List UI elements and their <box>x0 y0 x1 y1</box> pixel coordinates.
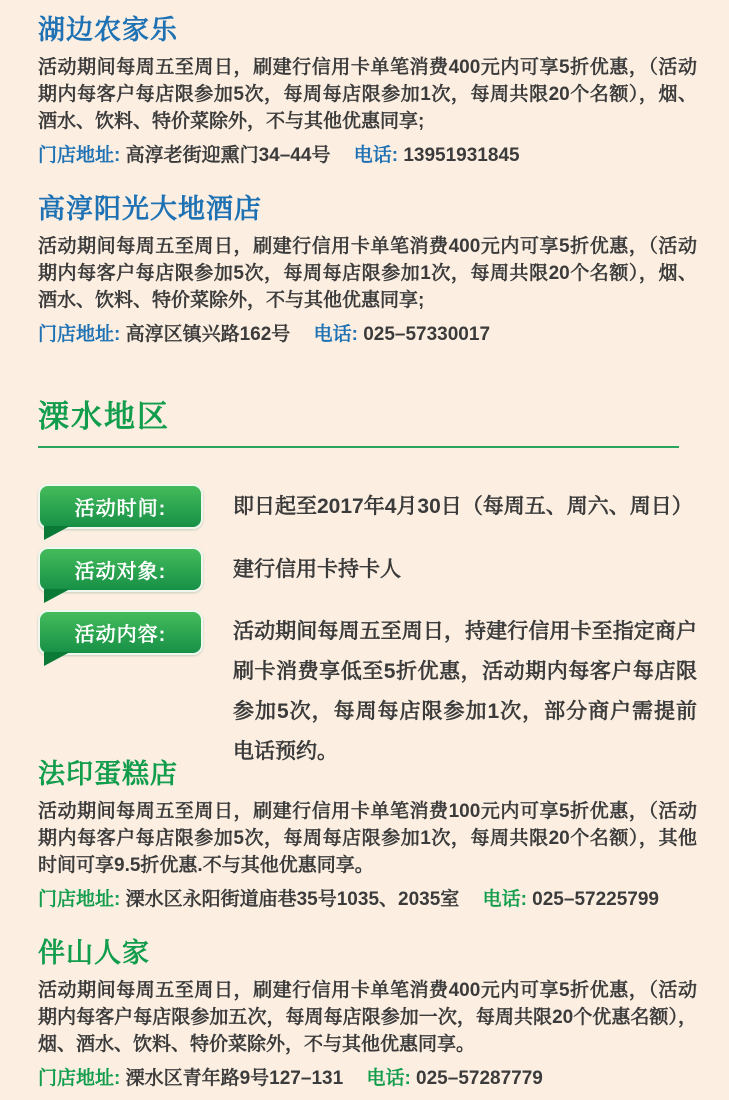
activity-target-row <box>38 547 697 592</box>
phone-value: 025–57225799 <box>532 889 659 910</box>
address-label: 门店地址: <box>38 889 121 910</box>
activity-target-ribbon <box>38 547 203 592</box>
merchant-description: 活动期间每周五至周日，刷建行信用卡单笔消费400元内可享5折优惠，（活动期内每客户每店限参加五次，每周每店限参加一次，每周共限20个优惠名额），烟、酒水、饮料、特价菜除外，不与其他优惠同享。 <box>38 980 697 1055</box>
address-label: 门店地址: <box>38 1068 121 1089</box>
activity-content-text: 活动期间每周五至周日，持建行信用卡至指定商户刷卡消费享低至5折优惠，活动期内每客户每店限参加5次，每周每店限参加1次，部分商户需提前电话预约。 <box>233 620 697 763</box>
merchant-contact-row <box>38 888 697 911</box>
merchant-section-fayin-bakery <box>38 758 697 911</box>
activity-time-ribbon <box>38 484 203 529</box>
activity-time-text: 即日起至2017年4月30日（每周五、周六、周日） <box>233 495 693 518</box>
ribbon-label: 活动内容: <box>74 624 167 646</box>
phone-value: 025–57287779 <box>416 1068 543 1089</box>
merchant-contact-row <box>38 1067 697 1090</box>
address-value: 溧水区永阳街道庙巷35号1035、2035室 <box>125 889 460 910</box>
activity-time-row <box>38 484 697 529</box>
merchant-section-hubian <box>38 14 697 167</box>
ribbon-fold-icon <box>44 526 70 540</box>
ribbon-fold-icon <box>44 589 70 603</box>
merchant-section-banshan <box>38 937 697 1090</box>
phone-label: 电话: <box>353 145 399 166</box>
merchant-name: 法印蛋糕店 <box>38 759 178 789</box>
address-label: 门店地址: <box>38 324 121 345</box>
merchant-description: 活动期间每周五至周日，刷建行信用卡单笔消费100元内可享5折优惠，（活动期内每客户每店限参加5次，每周每店限参加1次，每周共限20个名额），其他时间可享9.5折优惠.不与其他优惠同享。 <box>38 801 697 876</box>
address-value: 溧水区青年路9号127–131 <box>125 1068 344 1089</box>
activity-content-row <box>38 610 697 772</box>
region-divider-line <box>38 446 679 448</box>
ribbon-label: 活动对象: <box>74 561 167 583</box>
merchant-name: 湖边农家乐 <box>38 15 178 45</box>
activity-target-text: 建行信用卡持卡人 <box>233 558 401 581</box>
phone-label: 电话: <box>313 324 358 345</box>
ribbon-label: 活动时间: <box>74 498 167 520</box>
region-section-title: 溧水地区 <box>38 399 170 434</box>
ribbon-fold-icon <box>44 652 70 666</box>
merchant-section-gaochun-hotel <box>38 193 697 346</box>
merchant-name: 高淳阳光大地酒店 <box>38 194 262 224</box>
merchant-name: 伴山人家 <box>38 938 150 968</box>
address-value: 高淳老街迎熏门34–44号 <box>125 145 331 166</box>
merchant-description: 活动期间每周五至周日，刷建行信用卡单笔消费400元内可享5折优惠，（活动期内每客户每店限参加5次，每周每店限参加1次，每周共限20个名额），烟、酒水、饮料、特价菜除外，不与其他优惠同享; <box>38 57 697 132</box>
activity-content-ribbon <box>38 610 203 655</box>
merchant-contact-row <box>38 323 697 346</box>
address-value: 高淳区镇兴路162号 <box>125 324 291 345</box>
activity-info-rows <box>38 484 697 772</box>
phone-label: 电话: <box>482 889 527 910</box>
phone-label: 电话: <box>366 1068 411 1089</box>
merchant-contact-row <box>38 144 697 167</box>
phone-value: 13951931845 <box>403 145 520 166</box>
phone-value: 025–57330017 <box>363 324 491 345</box>
merchant-description: 活动期间每周五至周日，刷建行信用卡单笔消费400元内可享5折优惠，（活动期内每客户每店限参加5次，每周每店限参加1次，每周共限20个名额），烟、酒水、饮料、特价菜除外，不与其他优惠同享; <box>38 236 697 311</box>
address-label: 门店地址: <box>38 145 121 166</box>
